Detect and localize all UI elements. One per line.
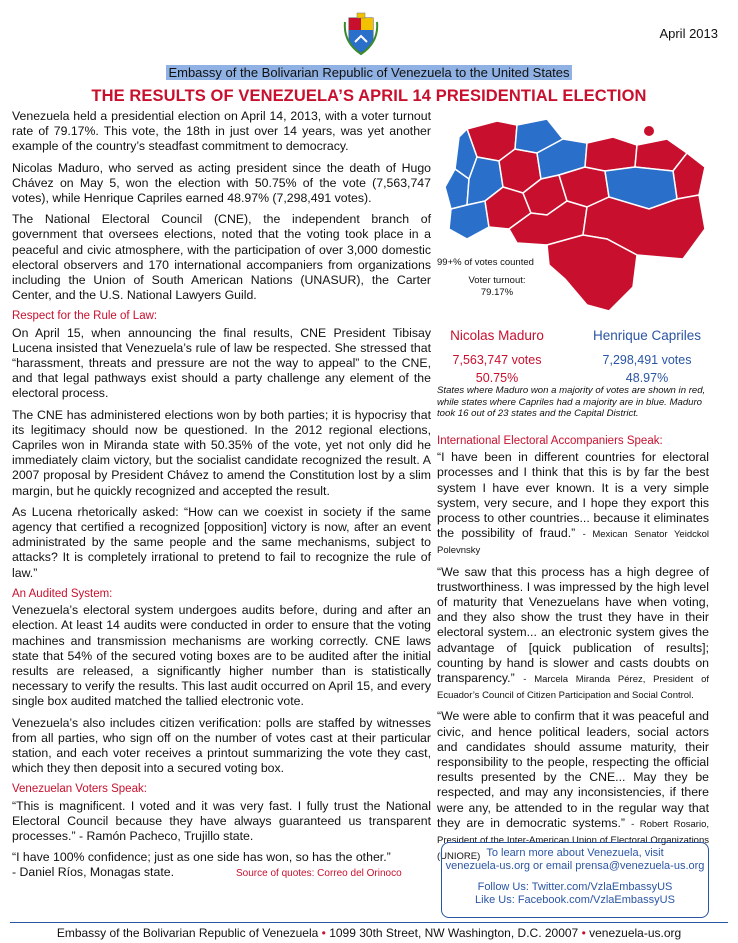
accompanier-quote — [437, 565, 709, 704]
bullet-icon: • — [581, 926, 586, 940]
twitter-link[interactable]: Follow Us: Twitter.com/VzlaEmbassyUS — [477, 881, 673, 893]
turnout-value: 79.17% — [480, 287, 514, 298]
paragraph: The National Electoral Council (CNE), the independent branch of government that oversees elections, noted that the voting took place in a peaceful and civic atmosphere, with the participation of over 3,000 domestic electoral observers and 170 international accompaniers from organizations including the Union of South American Nations (UNASUR), the Carter Center, and the U.S. National Lawyers Guild. — [12, 212, 431, 303]
quote-attribution: - Robert Rosario, President of the Inter-American Union of Electoral Organizations (UNIORE) — [437, 818, 709, 863]
accompaniers-section — [437, 434, 709, 870]
bullet-icon: • — [321, 926, 326, 940]
coat-of-arms-icon — [343, 12, 379, 56]
candidate-capriles — [587, 327, 707, 387]
map-caption: States where Maduro won a majority of votes are shown in red, while states where Capriles had a majority are in blue. Maduro took 16 out of 23 states and the Capital District. — [437, 385, 706, 419]
facebook-link[interactable]: Like Us: Facebook.com/VzlaEmbassyUS — [475, 894, 675, 906]
footer-website[interactable]: venezuela-us.org — [589, 926, 682, 940]
section-heading: Venezuelan Voters Speak: — [12, 783, 147, 796]
main-article — [12, 109, 431, 882]
paragraph: As Lucena rhetorically asked: “How can we coexist in society if the same agency that certified a recognized [opposition] victory is now, after an event administrated by the same people and the same mechanisms, subject to attacks? It is completely irrational to pretend to fail to recognize the rule of law.” — [12, 504, 431, 580]
issue-date: April 2013 — [659, 26, 718, 41]
candidate-percent: 48.97% — [625, 371, 669, 385]
section-heading: International Electoral Accompaniers Speak: — [437, 435, 663, 447]
quote-text: “I have 100% confidence; just as one side has won, so has the other.” — [12, 850, 391, 865]
contact-info-box — [441, 842, 709, 918]
quote-attribution: - Marcela Miranda Pérez, President of Ecuador’s Council of Citizen Participation and Social Control. — [437, 674, 710, 702]
paragraph: Venezuela’s also includes citizen verification: polls are staffed by witnesses from all parties, who sign off on the number of votes cast at their particular station, and each voter receives a printout summarizing the vote they cast, which they then deposit into a secured voting box. — [12, 715, 431, 776]
voter-quote — [12, 850, 431, 881]
candidate-name: Nicolas Maduro — [450, 328, 544, 343]
map-state — [644, 126, 654, 136]
paragraph: On April 15, when announcing the final results, CNE President Tibisay Lucena insisted that Venezuela’s rule of law be respected. She stressed that “harassment, threats and pressure are not the way to appeal” to the CNE, and that legal pathways exist should a party challenge any element of the electoral process. — [12, 325, 431, 401]
footer — [0, 926, 738, 940]
quote-text: “We were able to confirm that it was peaceful and civic, and hence political leaders, social actors and candidates should assume maturity, their responsibility to the people, respecting the official results presented by the CNE... May they be respected, and may any inconsistencies, if there were any, be attended to in the regular way that they are in democratic systems.” — [437, 709, 709, 830]
paragraph: Venezuela held a presidential election on April 14, 2013, with a voter turnout rate of 79.17%. This vote, the 18th in just over 14 years, was yet another example of the country’s steadfast commitment to democracy. — [12, 109, 431, 154]
paragraph: The CNE has administered elections won by both parties; it is hypocrisy that its legitimacy should now be questioned. In the 2012 regional elections, Capriles won in Miranda state with 50.35% of the vote, yet not only did he immediately claim victory, but the socialist candidate recognized the result. A 2007 proposal by President Chávez to amend the Constitution lost by a slim margin, but he quickly recognized and accepted the result. — [12, 407, 431, 498]
accompanier-quote — [437, 450, 709, 558]
quote-text: “I have been in different countries for electoral processes and I think that this is by far the best system I have ever known. It is a very simple system, very secure, and I hope they export this process to other countries... because it eliminates the possibility of fraud.” — [437, 450, 709, 541]
candidate-name: Henrique Capriles — [592, 328, 702, 343]
footer-address: 1099 30th Street, NW Washington, D.C. 20007 — [329, 926, 579, 940]
candidate-votes: 7,563,747 votes — [452, 353, 542, 367]
quote-source: Source of quotes: Correo del Orinoco — [236, 868, 402, 880]
votes-counted-label: 99+% of votes counted — [437, 257, 534, 268]
quote-attribution: - Daniel Ríos, Monagas state. — [12, 865, 174, 880]
quote-text: “We saw that this process has a high degree of trustworthiness. I was impressed by the high level of maturity that Venezuelans have when voting, and they also show the trust they have in their electoral system... an electronic system gives the advantage of [quick publication of results]; counting by hand is slower and casts doubts on transparency.” — [437, 564, 709, 686]
organization-banner — [0, 64, 738, 82]
info-line: To learn more about Venezuela, visit — [486, 847, 664, 859]
page-title: THE RESULTS OF VENEZUELA’S APRIL 14 PRESIDENTIAL ELECTION — [91, 87, 647, 105]
section-heading: An Audited System: — [12, 587, 113, 600]
paragraph: Venezuela’s electoral system undergoes audits before, during and after an election. At least 14 audits were conducted in order to ensure that the voting machines and transmission mechanisms are working correctly. CNE laws state that 54% of the secured voting boxes are to be audited after the initial results are released, a significantly higher number than is statistically necessary to verify the results. This last audit occurred on April 15, and every single box audited matched the tallied electronic vote. — [12, 603, 431, 709]
voter-turnout — [457, 275, 537, 299]
candidate-percent: 50.75% — [475, 371, 519, 385]
section-heading: Respect for the Rule of Law: — [12, 310, 158, 323]
turnout-label: Voter turnout: — [468, 275, 526, 286]
candidate-votes: 7,298,491 votes — [602, 353, 692, 367]
voter-quote: “This is magnificent. I voted and it was very fast. I fully trust the National Electoral Council because they have always guaranteed us transparent processes.” - Ramón Pacheco, Trujillo state. — [12, 798, 431, 843]
footer-embassy: Embassy of the Bolivarian Republic of Venezuela — [56, 926, 319, 940]
map-state — [585, 137, 637, 171]
candidate-maduro — [437, 327, 557, 387]
footer-divider — [10, 922, 728, 923]
quote-attribution: - Mexican Senator Yeidckol Polevnsky — [437, 529, 710, 557]
paragraph: Nicolas Maduro, who served as acting president since the death of Hugo Chávez on May 5, won the election with 50.75% of the vote (7,563,747 votes), while Henrique Capriles earned 48.97% (7,298,491 votes). — [12, 160, 431, 206]
organization-name: Embassy of the Bolivarian Republic of Venezuela to the United States — [168, 65, 570, 80]
website-email-link[interactable]: venezuela-us.org or email prensa@venezuela-us.org — [445, 860, 705, 872]
